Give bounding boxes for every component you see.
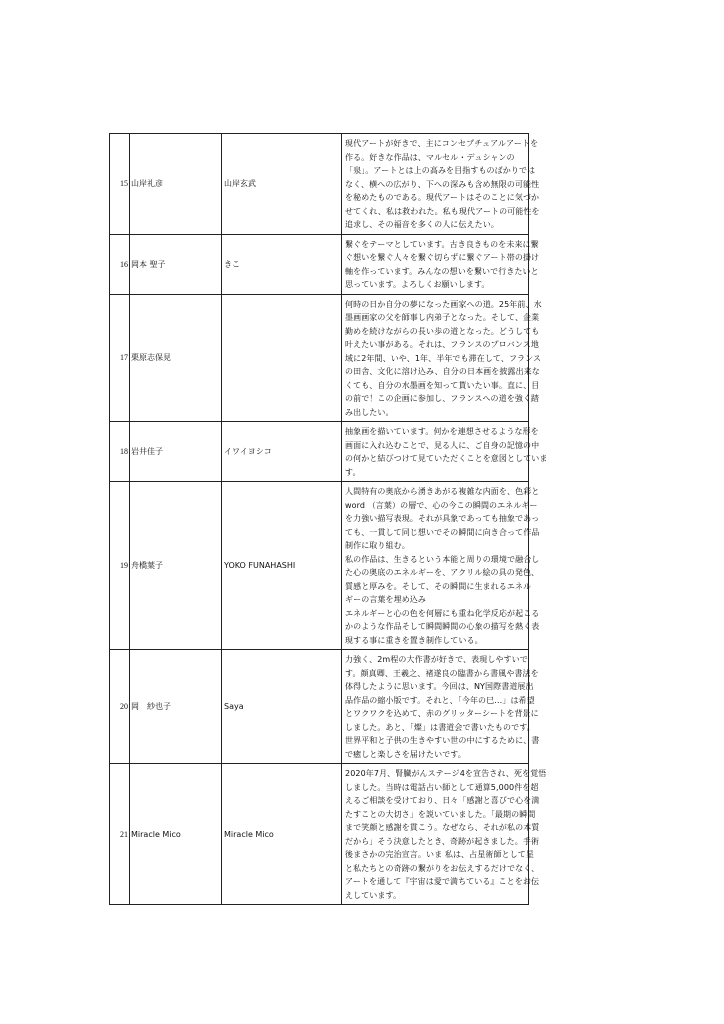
artist-alias: 山岸玄武 (222, 134, 342, 235)
artist-alias: Miracle Mico (222, 764, 342, 905)
description-line: 何時の日か自分の夢になった画家への道。25年前、水 (345, 299, 542, 309)
artist-table (109, 133, 548, 905)
row-number: 16 (110, 234, 130, 294)
table-row (110, 650, 529, 764)
description-line: なく、横への広がり、下への深みも含め無限の可能性 (345, 179, 540, 189)
description-line: 「泉」。アートとは上の高みを目指すものばかりでは (345, 166, 536, 175)
description-line: 軸を作っています。みんなの想いを繋いで行きたいと (345, 266, 539, 276)
description-line: の前で！この企画に参加し、フランスへの道を強く踏 (345, 394, 540, 403)
artist-alias: YOKO FUNAHASHI (222, 482, 342, 650)
description-line: ギーの言葉を埋め込み (345, 595, 426, 604)
description-line: を力強い描写表現。それが具象であっても抽象であっ (345, 514, 540, 523)
description-line: を秘めたものである。現代アートはそのことに気づか (345, 193, 540, 202)
description-line: 抽象画を描いています。何かを連想させるような形を (345, 427, 539, 436)
description-line: アートを通して『宇宙は愛で満ちている』ことをお伝 (345, 877, 540, 886)
description-line: 後まさかの完治宣言。いま 私は、占星術師として星 (345, 850, 534, 859)
artist-name: 栗原志保見 (130, 294, 222, 422)
description-line: 思っています。よろしくお願いします。 (345, 280, 490, 289)
description-line: しました。あと、「燦」は書道会で書いたものです。 (345, 722, 535, 732)
description-line: ても、一貫して同じ想いでその瞬間に向き合って作品 (345, 527, 540, 537)
description-line: 勤めを続けながらの長い歩の道となった。どうしても (345, 326, 540, 336)
description-line: 質感と厚みを。そして、その瞬間に生まれるエネル (345, 581, 532, 591)
artist-description (342, 422, 548, 482)
row-number: 21 (110, 764, 130, 905)
table-row (110, 764, 529, 905)
description-line: とワクワクを込めて、赤のグリッターシートを背景に (345, 709, 539, 718)
description-line: エネルギーと心の色を何層にも重ね化学反応が起こる (345, 608, 540, 618)
description-line: の田舎、文化に溶け込み、自分の日本画を披露出来な (345, 367, 540, 376)
description-line: かのような作品そして瞬間瞬間の心象の描写を熱く表 (345, 622, 540, 631)
description-line: み出したい。 (345, 407, 394, 417)
artist-name: 舟橋葉子 (130, 482, 222, 650)
artist-alias: きこ (222, 234, 342, 294)
description-line: の何かと結びつけて見ていただくことを意図としていま (345, 454, 548, 463)
table-row (110, 482, 529, 650)
description-line: たすことの大切さ」を説いていました。「最期の瞬間 (345, 809, 536, 819)
artist-name: 山岸礼彦 (130, 134, 222, 235)
artist-alias: イワイヨシコ (222, 422, 342, 482)
description-line: まで笑顔と感謝を貫こう。なぜなら、それが私の本質 (345, 823, 540, 832)
description-line: 追求し、その福音を多くの人に伝えたい。 (345, 220, 499, 229)
artist-description (342, 294, 542, 422)
row-number: 19 (110, 482, 130, 650)
artist-alias: Saya (222, 650, 342, 764)
description-line: 制作に取り組む。 (345, 541, 410, 550)
artist-description (342, 234, 540, 294)
description-line: 力強く、2m程の大作書が好きで、表現しやすいで (345, 655, 528, 664)
description-line: す。顔真卿、王羲之、褚遂良の臨書から書風や書法を (345, 668, 539, 678)
description-line: だから」そう決意したとき、奇跡が起きました。手術 (345, 836, 540, 846)
description-line: 現代アートが好きで、主にコンセプチュアルアートを (345, 139, 539, 148)
table-row (110, 294, 529, 422)
description-line: しました。当時は電話占い師として通算5,000件を超 (345, 782, 539, 792)
description-line: word （言葉）の層で、心の今この瞬間のエネルギー (345, 500, 538, 510)
description-line: 私の作品は、生きるという本能と周りの環境で融合し (345, 554, 540, 564)
artist-description (342, 650, 540, 764)
description-line: 域に2年間、いや、1年、半年でも滞在して、フランス (345, 353, 542, 363)
description-line: 作る。好きな作品は、マルセル・デュシャンの (345, 152, 515, 162)
table-row (110, 234, 529, 294)
description-line: えるご相談を受けており、日々「感謝と喜びで心を満 (345, 796, 540, 805)
description-line: 繋ぐをテーマとしています。古き良きものを未来に繋 (345, 239, 539, 249)
table-body (110, 134, 548, 905)
description-line: せてくれ、私は救われた。私も現代アートの可能性を (345, 206, 540, 216)
table-row (110, 422, 529, 482)
row-number: 17 (110, 294, 130, 422)
table-row (110, 134, 529, 235)
description-line: 現する事に重きを置き制作している。 (345, 635, 483, 645)
description-line: 画面に入れ込むことで、見る人に、ご自身の記憶の中 (345, 440, 540, 450)
description-line: す。 (345, 467, 361, 477)
description-line: ぐ想いを繋ぐ人々を繋ぐ切らずに繋ぐアート帯の掛け (345, 253, 540, 262)
description-line: と私たちとの奇跡の繋がりをお伝えするだけでなく、 (345, 863, 540, 873)
description-line: 人間特有の奥底から湧きあがる複雑な内面を、色彩と (345, 487, 540, 496)
description-line: えしています。 (345, 890, 402, 900)
artist-alias (222, 294, 342, 422)
row-number: 18 (110, 422, 130, 482)
description-line: くても、自分の水墨画を知って貰いたい事。直に、目 (345, 380, 540, 390)
description-line: 体得したように思います。今回は、NY国際書道展出 (345, 682, 534, 691)
description-line: 叶えたい事がある。それは、フランスのプロバンス地 (345, 340, 539, 349)
artist-description (342, 764, 547, 905)
artist-description (342, 134, 540, 235)
artist-name: Miracle Mico (130, 764, 222, 905)
artist-name: 岩井佳子 (130, 422, 222, 482)
artist-name: 岡本 聖子 (130, 234, 222, 294)
description-line: 世界平和と子供の生きやすい世の中にするために、書 (345, 736, 540, 745)
artist-description (342, 482, 540, 650)
description-line: 品作品の縮小版です。それと、「今年の巳…」は希望 (345, 695, 535, 705)
description-line: た心の奥底のエネルギーを、アクリル絵の具の発色、 (345, 568, 540, 577)
description-line: 墨画画家の父を師事し内弟子となった。そして、企業 (345, 313, 540, 322)
description-line: 2020年7月、腎臓がんステージ4を宣告され、死を覚悟 (345, 769, 547, 778)
row-number: 15 (110, 134, 130, 235)
description-line: で癒しと楽しさを届けたいです。 (345, 749, 466, 759)
artist-name: 岡 紗也子 (130, 650, 222, 764)
row-number: 20 (110, 650, 130, 764)
